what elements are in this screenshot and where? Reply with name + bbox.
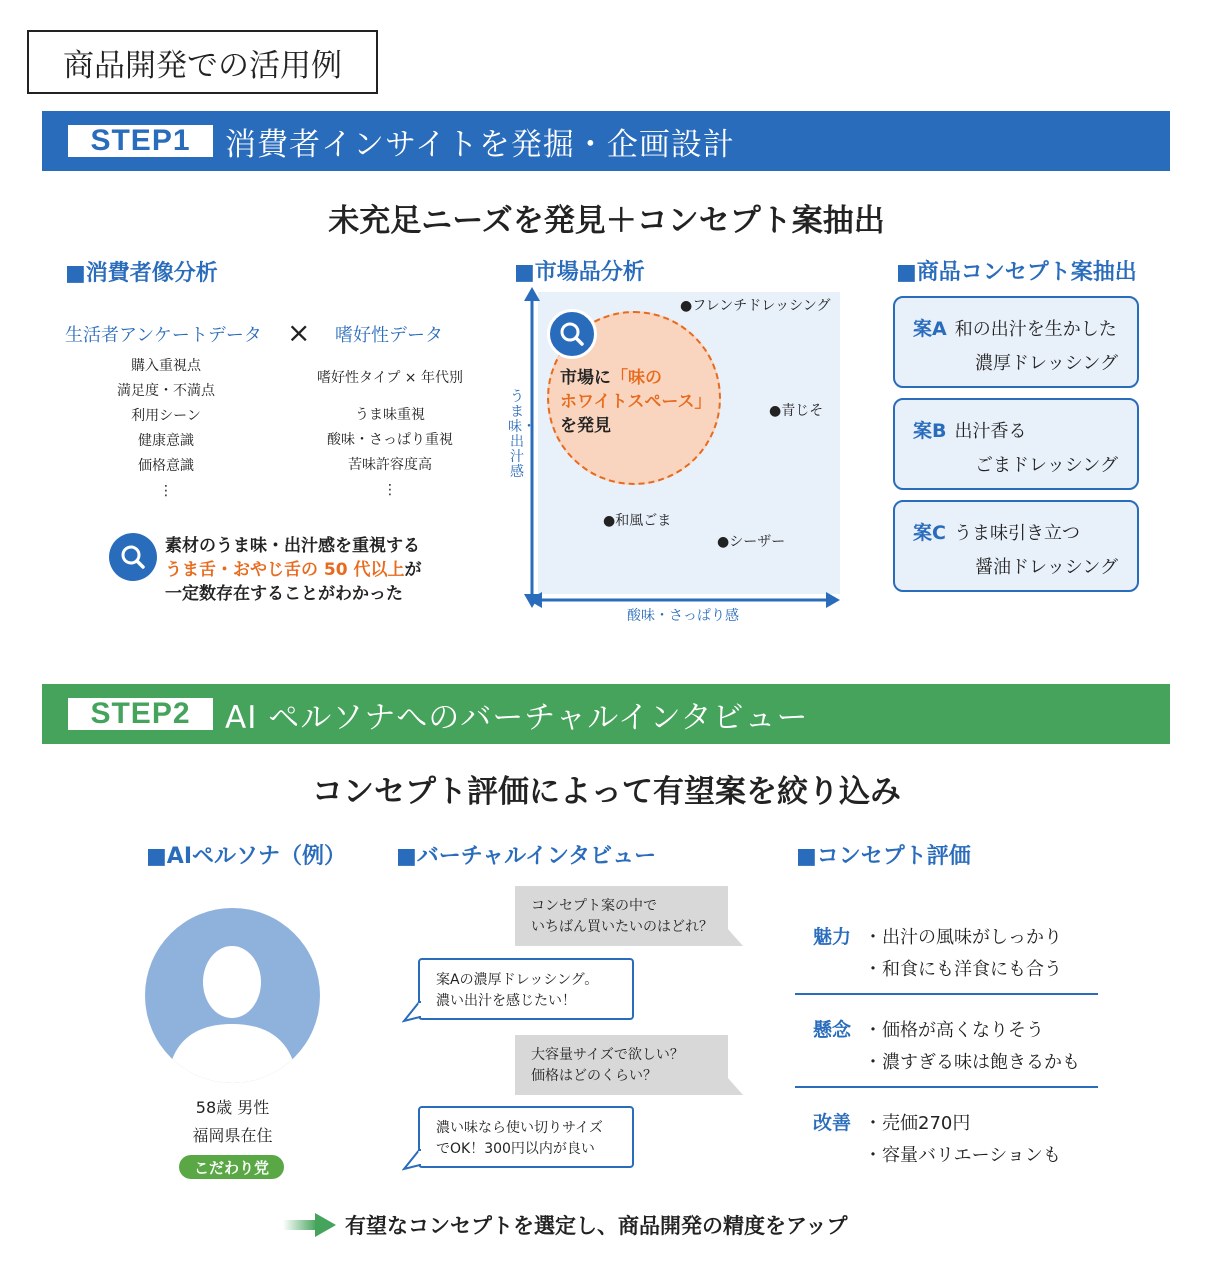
- list-item: 健康意識: [138, 433, 194, 449]
- bubble-tail: [727, 1077, 747, 1097]
- finding-line-3: 一定数存在することがわかった: [165, 584, 403, 604]
- step1-tag: STEP1: [68, 125, 213, 157]
- list-item: 満足度・不満点: [117, 383, 215, 399]
- interview-heading: ■バーチャルインタビュー: [396, 844, 657, 869]
- step2-tag: STEP2: [68, 698, 213, 730]
- list-item: 利用シーン: [131, 408, 201, 424]
- finding-line-2-rest: が: [404, 560, 422, 580]
- y-axis-label: うま味・出汁感: [508, 389, 536, 480]
- market-point-french: ●フレンチドレッシング: [680, 298, 831, 314]
- concept-line: うま味引き立つ: [953, 523, 1080, 544]
- concept-card-c: [893, 500, 1139, 592]
- step1-title: 消費者インサイトを発掘・企画設計: [225, 126, 735, 163]
- concept-line: 醤油ドレッシング: [975, 557, 1119, 578]
- times-symbol: ×: [287, 316, 311, 349]
- market-point-wafu-goma: ●和風ごま: [603, 513, 672, 529]
- question-bubble-2: [515, 1035, 728, 1095]
- persona-badge: こだわり党: [179, 1155, 284, 1179]
- step1-subtitle: 未充足ニーズを発見＋コンセプト案抽出: [328, 203, 885, 239]
- page-title: 商品開発での活用例: [27, 30, 378, 94]
- bubble-tail: [402, 1149, 422, 1171]
- concept-card-b: [893, 398, 1139, 490]
- concept-label: 案C: [913, 522, 946, 544]
- search-icon: [109, 533, 157, 581]
- eval-divider: [795, 1086, 1098, 1088]
- callout-pre: 市場に: [560, 368, 611, 388]
- step2-banner: [42, 684, 1170, 744]
- eval-divider: [795, 993, 1098, 995]
- persona-heading: ■AIペルソナ（例）: [146, 844, 346, 869]
- arrow-right-icon: [283, 1212, 337, 1238]
- market-analysis-heading: ■市場品分析: [514, 260, 645, 285]
- step2-title: AI ペルソナへのバーチャルインタビュー: [225, 699, 809, 736]
- step2-subtitle: コンセプト評価によって有望案を絞り込み: [312, 774, 901, 810]
- eval-item: ・濃すぎる味は飽きるかも: [864, 1052, 1080, 1073]
- concept-line: 和の出汁を生かした: [954, 319, 1117, 340]
- bubble-line: いちばん買いたいのはどれ？: [531, 919, 713, 935]
- persona-age-gender: 58歳 男性: [195, 1098, 270, 1117]
- finding-line-1: 素材のうま味・出汁感を重視する: [165, 536, 420, 556]
- list-item: ⋮: [383, 482, 397, 498]
- concept-line: ごまドレッシング: [975, 455, 1119, 476]
- callout-post: を発見: [560, 416, 611, 436]
- concept-label: 案B: [913, 420, 947, 442]
- survey-data-title: 生活者アンケートデータ: [65, 325, 262, 346]
- list-item: 酸味・さっぱり重視: [327, 432, 453, 448]
- consumer-finding: [165, 534, 422, 606]
- question-bubble-1: [515, 886, 728, 946]
- bubble-line: 案Aの濃厚ドレッシング。: [436, 972, 599, 988]
- whitespace-callout: [560, 366, 711, 438]
- eval-item: ・価格が高くなりそう: [864, 1020, 1044, 1041]
- bubble-tail: [727, 928, 747, 948]
- consumer-analysis-heading: ■消費者像分析: [65, 261, 218, 286]
- conclusion-text: 有望なコンセプトを選定し、商品開発の精度をアップ: [345, 1214, 848, 1238]
- eval-label-improvement: 改善: [813, 1112, 852, 1134]
- bubble-line: 価格はどのくらい？: [531, 1068, 657, 1084]
- eval-label-concern: 懸念: [813, 1019, 852, 1041]
- preference-items-list: [305, 366, 475, 503]
- search-icon: [547, 309, 597, 359]
- evaluation-heading: ■コンセプト評価: [796, 844, 971, 869]
- answer-bubble-2: [418, 1106, 634, 1168]
- list-item: 苦味許容度高: [348, 457, 432, 473]
- eval-item: ・売価270円: [864, 1113, 971, 1134]
- preference-data-title: 嗜好性データ: [335, 325, 443, 346]
- persona-location: 福岡県在住: [192, 1126, 273, 1145]
- concept-heading: ■商品コンセプト案抽出: [896, 260, 1137, 285]
- eval-label-appeal: 魅力: [813, 926, 852, 948]
- bubble-line: 濃い味なら使い切りサイズ: [436, 1120, 603, 1136]
- callout-highlight-1: 「味の: [611, 368, 662, 388]
- callout-highlight-2: ホワイトスペース」: [560, 392, 712, 412]
- x-axis-label: 酸味・さっぱり感: [627, 608, 739, 624]
- concept-card-a: [893, 296, 1139, 388]
- list-item: 価格意識: [138, 458, 194, 474]
- eval-item: ・和食にも洋食にも合う: [864, 959, 1062, 980]
- eval-item: ・出汁の風味がしっかり: [864, 927, 1062, 948]
- answer-bubble-1: [418, 958, 634, 1020]
- list-item: 嗜好性タイプ × 年代別: [317, 370, 463, 386]
- bubble-line: 大容量サイズで欲しい？: [531, 1047, 684, 1063]
- bubble-line: でOK！300円以内が良い: [436, 1141, 595, 1157]
- finding-highlight: うま舌・おやじ舌の 50 代以上: [165, 560, 405, 580]
- person-icon: [145, 908, 320, 1083]
- list-item: ⋮: [159, 483, 173, 499]
- survey-items-list: [96, 354, 236, 504]
- list-item: 購入重視点: [131, 358, 201, 374]
- list-item: うま味重視: [355, 407, 425, 423]
- step1-banner: [42, 111, 1170, 171]
- concept-line: 出汁香る: [954, 421, 1027, 442]
- bubble-tail: [402, 1001, 422, 1023]
- market-point-caesar: ●シーザー: [717, 534, 786, 550]
- market-point-aojiso: ●青じそ: [769, 403, 824, 419]
- concept-label: 案A: [913, 318, 947, 340]
- concept-line: 濃厚ドレッシング: [975, 353, 1119, 374]
- bubble-line: 濃い出汁を感じたい！: [436, 993, 576, 1009]
- bubble-line: コンセプト案の中で: [531, 898, 657, 914]
- eval-item: ・容量バリエーションも: [864, 1145, 1061, 1166]
- avatar: [145, 908, 320, 1083]
